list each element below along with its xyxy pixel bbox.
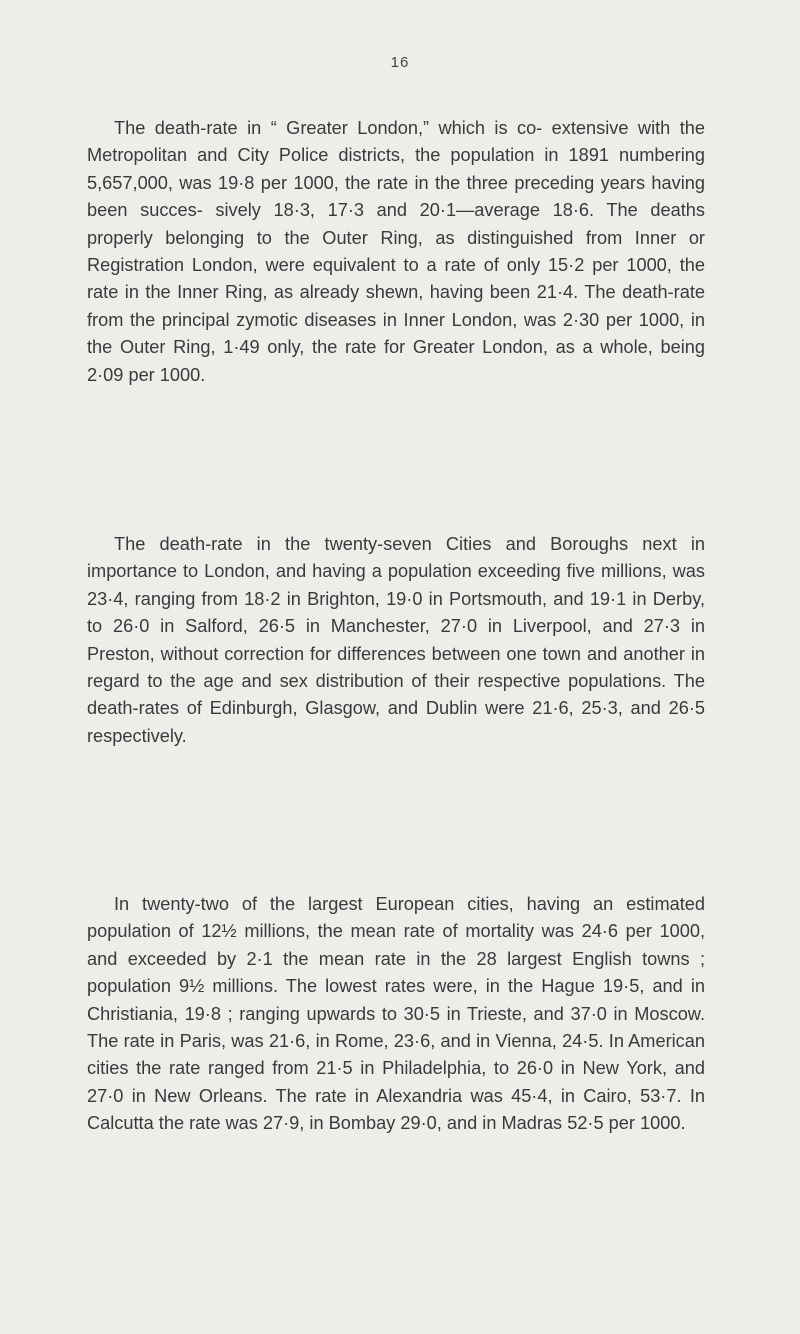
paragraph-european-cities: In twenty-two of the largest European cities, having an estimated population of 12½ millions, the mean rate of mortality was 24·6 per 1000, and exceeded by 2·1 the mean rate in the 28 largest English towns ; population 9½ millions. The lowest rates were, in the Hague 19·5, and in Christiania, 19·8 ; ranging upwards to 30·5 in Trieste, and 37·0 in Moscow. The rate in Paris, was 21·6, in Rome, 23·6, and in Vienna, 24·5. In American cities the rate ranged from 21·5 in Philadelphia, to 26·0 in New York, and 27·0 in New Orleans. The rate in Alexandria was 45·4, in Cairo, 53·7. In Calcutta the rate was 27·9, in Bombay 29·0, and in Madras 52·5 per 1000.	[87, 894, 705, 1134]
paragraph-greater-london: The death-rate in “ Greater London,” which is co- extensive with the Metropolitan and City Police districts, the population in 1891 numbering 5,657,000, was 19·8 per 1000, the rate in the three preceding years having been succes- sively 18·3, 17·3 and 20·1—average 18·6. The deaths properly belonging to the Outer Ring, as distinguished from Inner or Registration London, were equivalent to a rate of only 15·2 per 1000, the rate in the Inner Ring, as already shewn, having been 21·4. The death-rate from the principal zymotic diseases in Inner London, was 2·30 per 1000, in the Outer Ring, 1·49 only, the rate for Greater London, as a whole, being 2·09 per 1000.	[87, 118, 705, 385]
paragraph-cities-and-boroughs: The death-rate in the twenty-seven Cities and Boroughs next in importance to London, and having a population exceeding five millions, was 23·4, ranging from 18·2 in Brighton, 19·0 in Portsmouth, and 19·1 in Derby, to 26·0 in Salford, 26·5 in Manchester, 27·0 in Liverpool, and 27·3 in Preston, without correction for differences between one town and another in regard to the age and sex distribution of their respective populations. The death-rates of Edinburgh, Glasgow, and Dublin were 21·6, 25·3, and 26·5 respectively.	[87, 534, 705, 746]
page-number: 16	[390, 54, 410, 71]
